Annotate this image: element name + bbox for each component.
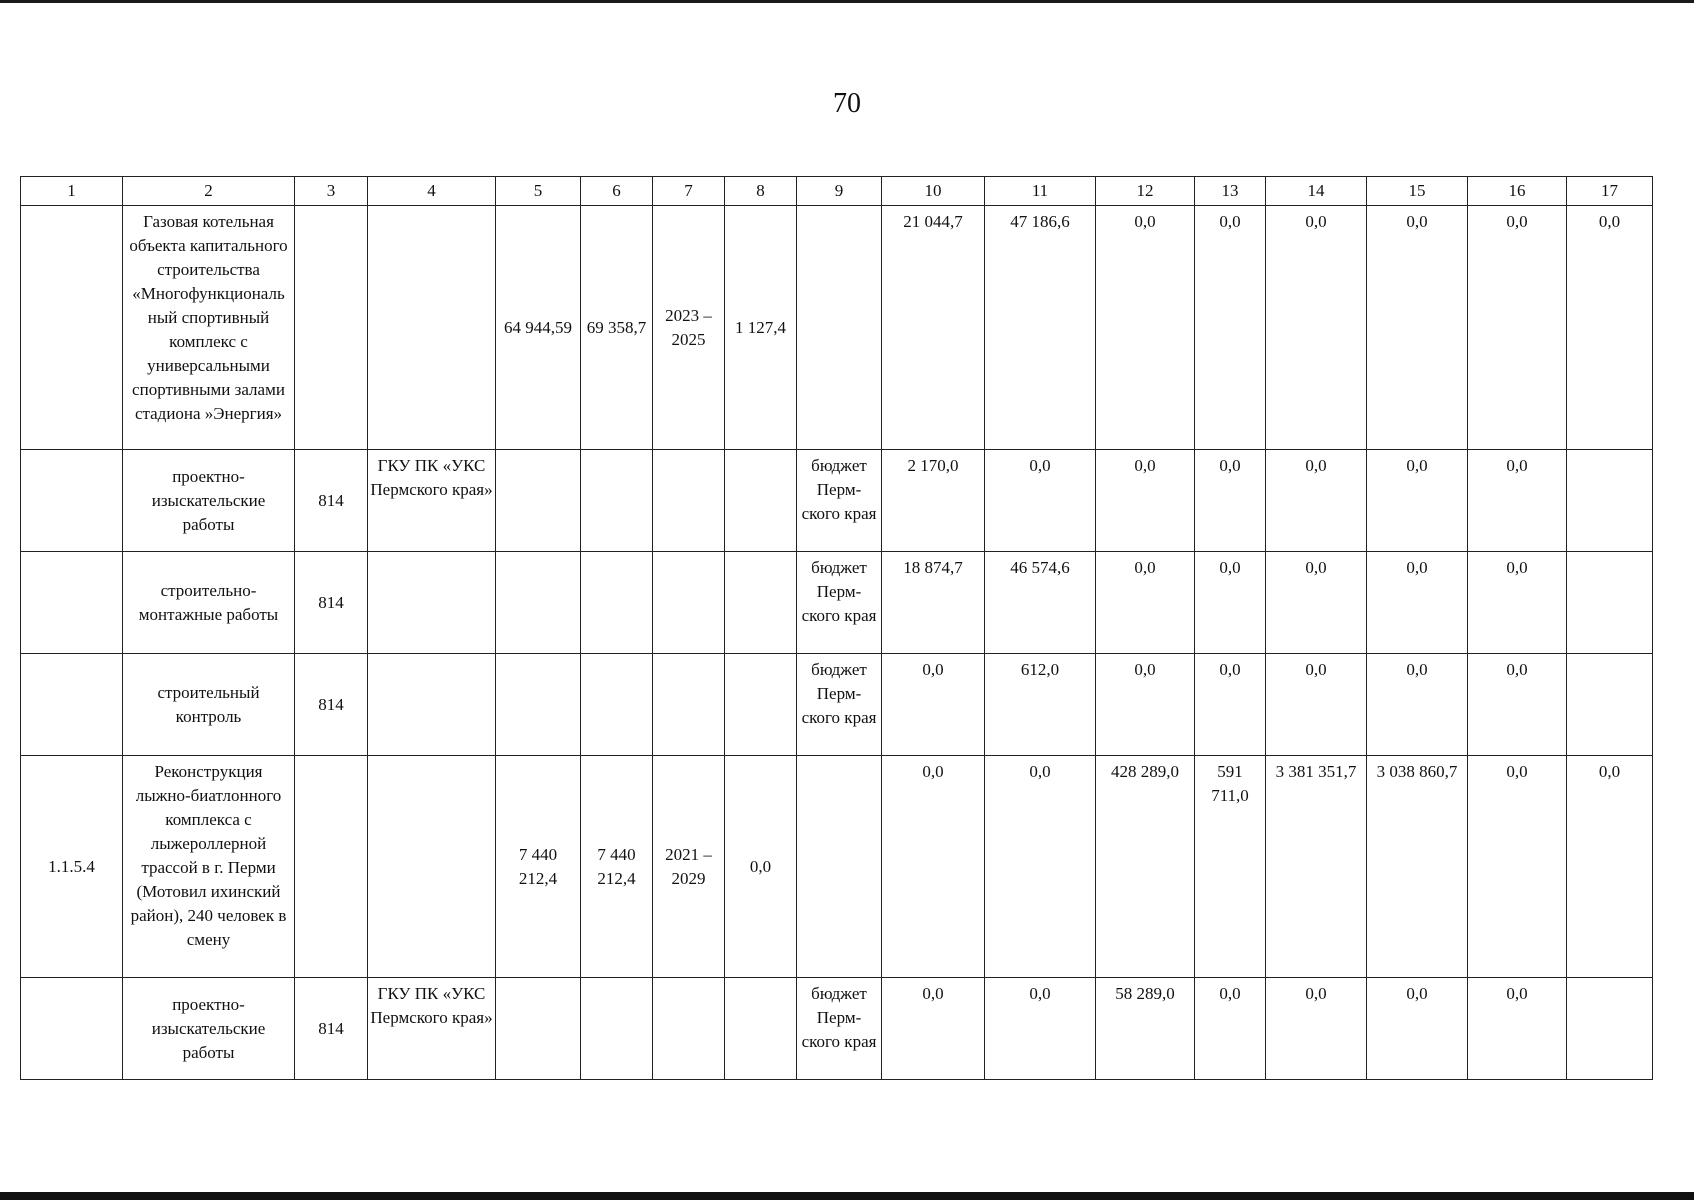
cell-col4: ГКУ ПК «УКС Пермского края» bbox=[368, 978, 496, 1080]
cell-name: проектно-изыскательские работы bbox=[123, 978, 295, 1080]
column-number: 7 bbox=[653, 177, 725, 206]
cell-col10: 21 044,7 bbox=[882, 206, 985, 450]
cell-col14: 0,0 bbox=[1266, 206, 1367, 450]
cell-col6 bbox=[581, 654, 653, 756]
cell-col7 bbox=[653, 978, 725, 1080]
cell-code: 1.1.5.4 bbox=[21, 756, 123, 978]
cell-col10: 0,0 bbox=[882, 756, 985, 978]
budget-table bbox=[20, 176, 1653, 1080]
cell-col16: 0,0 bbox=[1468, 978, 1567, 1080]
cell-col4: ГКУ ПК «УКС Пермского края» bbox=[368, 450, 496, 552]
column-number: 9 bbox=[797, 177, 882, 206]
cell-col5 bbox=[496, 450, 581, 552]
cell-col14: 0,0 bbox=[1266, 552, 1367, 654]
cell-col11: 612,0 bbox=[985, 654, 1096, 756]
cell-col4 bbox=[368, 756, 496, 978]
column-number: 2 bbox=[123, 177, 295, 206]
cell-code bbox=[21, 654, 123, 756]
cell-col8: 1 127,4 bbox=[725, 206, 797, 450]
column-number: 13 bbox=[1195, 177, 1266, 206]
cell-col15: 0,0 bbox=[1367, 552, 1468, 654]
cell-col15: 0,0 bbox=[1367, 978, 1468, 1080]
column-number: 16 bbox=[1468, 177, 1567, 206]
cell-name: проектно-изыскательские работы bbox=[123, 450, 295, 552]
cell-col6: 69 358,7 bbox=[581, 206, 653, 450]
cell-col17 bbox=[1567, 978, 1653, 1080]
table-row bbox=[21, 552, 1653, 654]
cell-col14: 0,0 bbox=[1266, 450, 1367, 552]
cell-col6 bbox=[581, 552, 653, 654]
column-number: 15 bbox=[1367, 177, 1468, 206]
cell-col16: 0,0 bbox=[1468, 206, 1567, 450]
cell-col13: 0,0 bbox=[1195, 206, 1266, 450]
cell-col4 bbox=[368, 552, 496, 654]
cell-col3: 814 bbox=[295, 552, 368, 654]
cell-col10: 0,0 bbox=[882, 654, 985, 756]
cell-name: строительный контроль bbox=[123, 654, 295, 756]
cell-col17 bbox=[1567, 654, 1653, 756]
cell-col9 bbox=[797, 206, 882, 450]
cell-col17 bbox=[1567, 552, 1653, 654]
cell-col5: 64 944,59 bbox=[496, 206, 581, 450]
page-number: 70 bbox=[833, 88, 861, 119]
cell-col12: 428 289,0 bbox=[1096, 756, 1195, 978]
cell-col10: 18 874,7 bbox=[882, 552, 985, 654]
cell-code bbox=[21, 450, 123, 552]
scan-top-edge bbox=[0, 0, 1694, 3]
cell-col15: 0,0 bbox=[1367, 206, 1468, 450]
cell-col3: 814 bbox=[295, 978, 368, 1080]
cell-col5: 7 440 212,4 bbox=[496, 756, 581, 978]
column-number: 17 bbox=[1567, 177, 1653, 206]
cell-col9: бюджет Перм-ского края bbox=[797, 552, 882, 654]
cell-col12: 0,0 bbox=[1096, 206, 1195, 450]
cell-col11: 46 574,6 bbox=[985, 552, 1096, 654]
column-number: 6 bbox=[581, 177, 653, 206]
cell-col11: 0,0 bbox=[985, 450, 1096, 552]
scan-bottom-edge bbox=[0, 1192, 1694, 1200]
cell-col6 bbox=[581, 978, 653, 1080]
column-number: 12 bbox=[1096, 177, 1195, 206]
cell-col5 bbox=[496, 552, 581, 654]
column-number: 10 bbox=[882, 177, 985, 206]
cell-col12: 0,0 bbox=[1096, 552, 1195, 654]
cell-col13: 0,0 bbox=[1195, 450, 1266, 552]
cell-col6 bbox=[581, 450, 653, 552]
cell-col17: 0,0 bbox=[1567, 206, 1653, 450]
table-row bbox=[21, 206, 1653, 450]
cell-col10: 0,0 bbox=[882, 978, 985, 1080]
cell-col12: 0,0 bbox=[1096, 654, 1195, 756]
column-number: 14 bbox=[1266, 177, 1367, 206]
cell-col10: 2 170,0 bbox=[882, 450, 985, 552]
column-number: 11 bbox=[985, 177, 1096, 206]
cell-code bbox=[21, 552, 123, 654]
cell-col13: 591 711,0 bbox=[1195, 756, 1266, 978]
cell-col11: 0,0 bbox=[985, 978, 1096, 1080]
column-number: 8 bbox=[725, 177, 797, 206]
cell-col7 bbox=[653, 552, 725, 654]
cell-col15: 0,0 bbox=[1367, 654, 1468, 756]
cell-col16: 0,0 bbox=[1468, 756, 1567, 978]
cell-col13: 0,0 bbox=[1195, 654, 1266, 756]
cell-code bbox=[21, 978, 123, 1080]
cell-col13: 0,0 bbox=[1195, 552, 1266, 654]
cell-col15: 3 038 860,7 bbox=[1367, 756, 1468, 978]
cell-col5 bbox=[496, 654, 581, 756]
column-number: 5 bbox=[496, 177, 581, 206]
cell-col7 bbox=[653, 654, 725, 756]
cell-col9: бюджет Перм-ского края bbox=[797, 978, 882, 1080]
cell-col14: 0,0 bbox=[1266, 654, 1367, 756]
cell-col7: 2023 – 2025 bbox=[653, 206, 725, 450]
cell-name: Реконструкция лыжно-биатлонного комплекса с лыжероллерной трассой в г. Перми (Мотовил ихинский район), 240 человек в смену bbox=[123, 756, 295, 978]
cell-col3 bbox=[295, 206, 368, 450]
cell-col14: 0,0 bbox=[1266, 978, 1367, 1080]
cell-col17 bbox=[1567, 450, 1653, 552]
cell-col16: 0,0 bbox=[1468, 450, 1567, 552]
cell-name: строительно-монтажные работы bbox=[123, 552, 295, 654]
column-number: 3 bbox=[295, 177, 368, 206]
column-number: 4 bbox=[368, 177, 496, 206]
table-row bbox=[21, 756, 1653, 978]
cell-col8 bbox=[725, 978, 797, 1080]
cell-col7 bbox=[653, 450, 725, 552]
cell-col12: 0,0 bbox=[1096, 450, 1195, 552]
cell-col8 bbox=[725, 654, 797, 756]
cell-col3 bbox=[295, 756, 368, 978]
cell-col9: бюджет Перм-ского края bbox=[797, 450, 882, 552]
table-row bbox=[21, 654, 1653, 756]
cell-col17: 0,0 bbox=[1567, 756, 1653, 978]
cell-col13: 0,0 bbox=[1195, 978, 1266, 1080]
cell-col4 bbox=[368, 654, 496, 756]
cell-col8: 0,0 bbox=[725, 756, 797, 978]
cell-col16: 0,0 bbox=[1468, 552, 1567, 654]
cell-col7: 2021 – 2029 bbox=[653, 756, 725, 978]
cell-col14: 3 381 351,7 bbox=[1266, 756, 1367, 978]
column-number: 1 bbox=[21, 177, 123, 206]
cell-col3: 814 bbox=[295, 654, 368, 756]
cell-col8 bbox=[725, 552, 797, 654]
cell-col9 bbox=[797, 756, 882, 978]
table-row bbox=[21, 978, 1653, 1080]
cell-col6: 7 440 212,4 bbox=[581, 756, 653, 978]
cell-col15: 0,0 bbox=[1367, 450, 1468, 552]
cell-col8 bbox=[725, 450, 797, 552]
cell-col9: бюджет Перм-ского края bbox=[797, 654, 882, 756]
table-row bbox=[21, 450, 1653, 552]
cell-name: Газовая котельная объекта капитального строительства «Многофункциональ ный спортивный комплекс с универсальными спортивными залами стадиона »Энергия» bbox=[123, 206, 295, 450]
cell-col5 bbox=[496, 978, 581, 1080]
cell-col16: 0,0 bbox=[1468, 654, 1567, 756]
cell-col3: 814 bbox=[295, 450, 368, 552]
column-number-row bbox=[21, 177, 1653, 206]
cell-col11: 0,0 bbox=[985, 756, 1096, 978]
cell-col11: 47 186,6 bbox=[985, 206, 1096, 450]
cell-code bbox=[21, 206, 123, 450]
cell-col4 bbox=[368, 206, 496, 450]
cell-col12: 58 289,0 bbox=[1096, 978, 1195, 1080]
